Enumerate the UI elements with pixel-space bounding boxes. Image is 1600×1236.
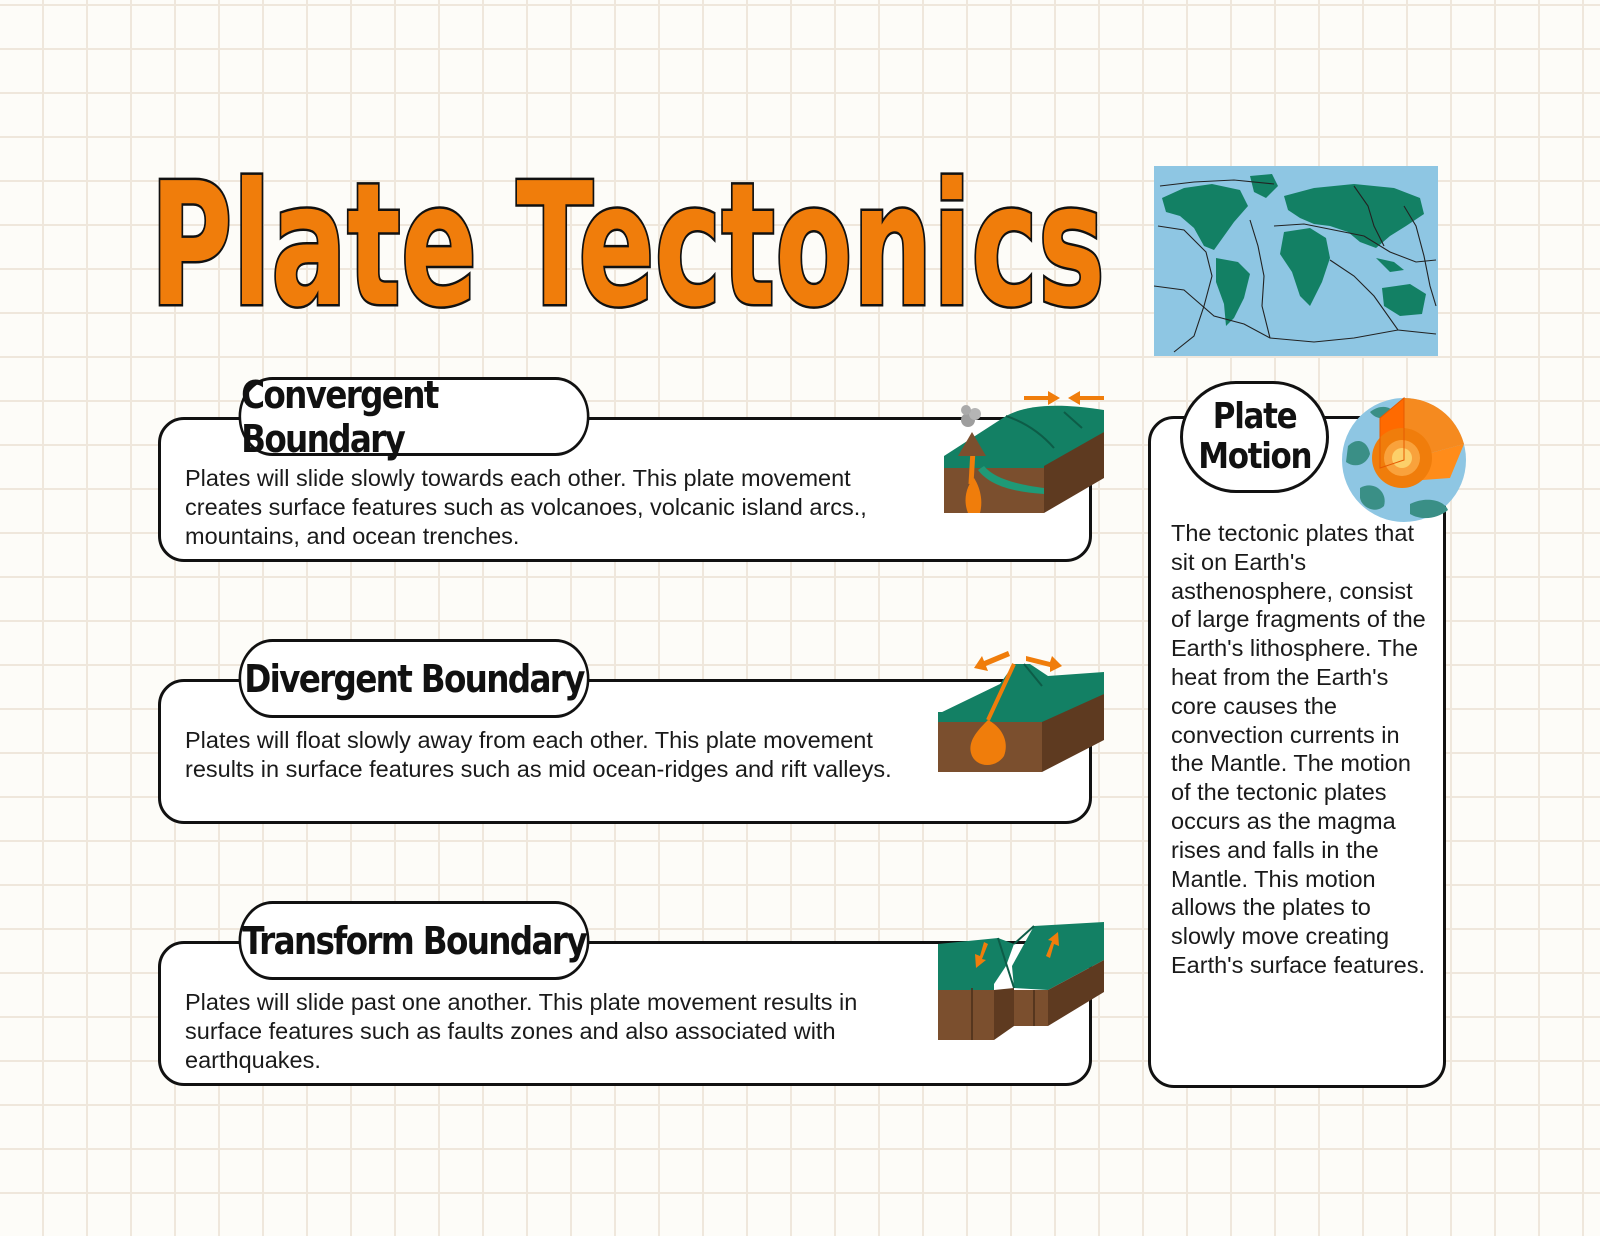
plate-motion-description: The tectonic plates that sit on Earth's asthenosphere, consist of large fragments of the Earth's lithosphere. The heat from the Earth's core causes the convection currents in the Mantle. The motion of the tectonic plates occurs as the magma rises and falls in the Mantle. This motion allows the plates to slowly move creating Earth's surface features.: [1171, 520, 1426, 978]
divergent-boundary-description: Plates will float slowly away from each other. This plate movement results in surface features such as mid ocean-ridges and rift valleys.: [185, 727, 892, 782]
transform-boundary-description: Plates will slide past one another. This plate movement results in surface features such as faults zones and also associated with earthquakes.: [185, 989, 858, 1073]
page-title: [150, 147, 1110, 345]
convergent-boundary-description: Plates will slide slowly towards each other. This plate movement creates surface features such as volcanoes, volcanic island arcs., mountains, and ocean trenches.: [185, 465, 867, 549]
divergent-boundary-heading: Divergent Boundary: [239, 639, 590, 718]
convergent-boundary-heading: Convergent Boundary: [239, 377, 590, 456]
earth-core-icon: [1340, 396, 1468, 524]
plate-motion-heading: [1180, 381, 1329, 493]
plate-motion-heading-line1: Plate: [1212, 396, 1297, 437]
divergent-diagram-icon: [938, 650, 1104, 772]
convergent-diagram-icon: [944, 388, 1104, 513]
transform-diagram-icon: [938, 922, 1104, 1042]
plate-motion-heading-line2: Motion: [1197, 436, 1312, 477]
world-plate-map-icon: [1154, 166, 1438, 356]
transform-boundary-heading: Transform Boundary: [239, 901, 590, 980]
page-title-text: Plate Tectonics: [150, 147, 1105, 345]
